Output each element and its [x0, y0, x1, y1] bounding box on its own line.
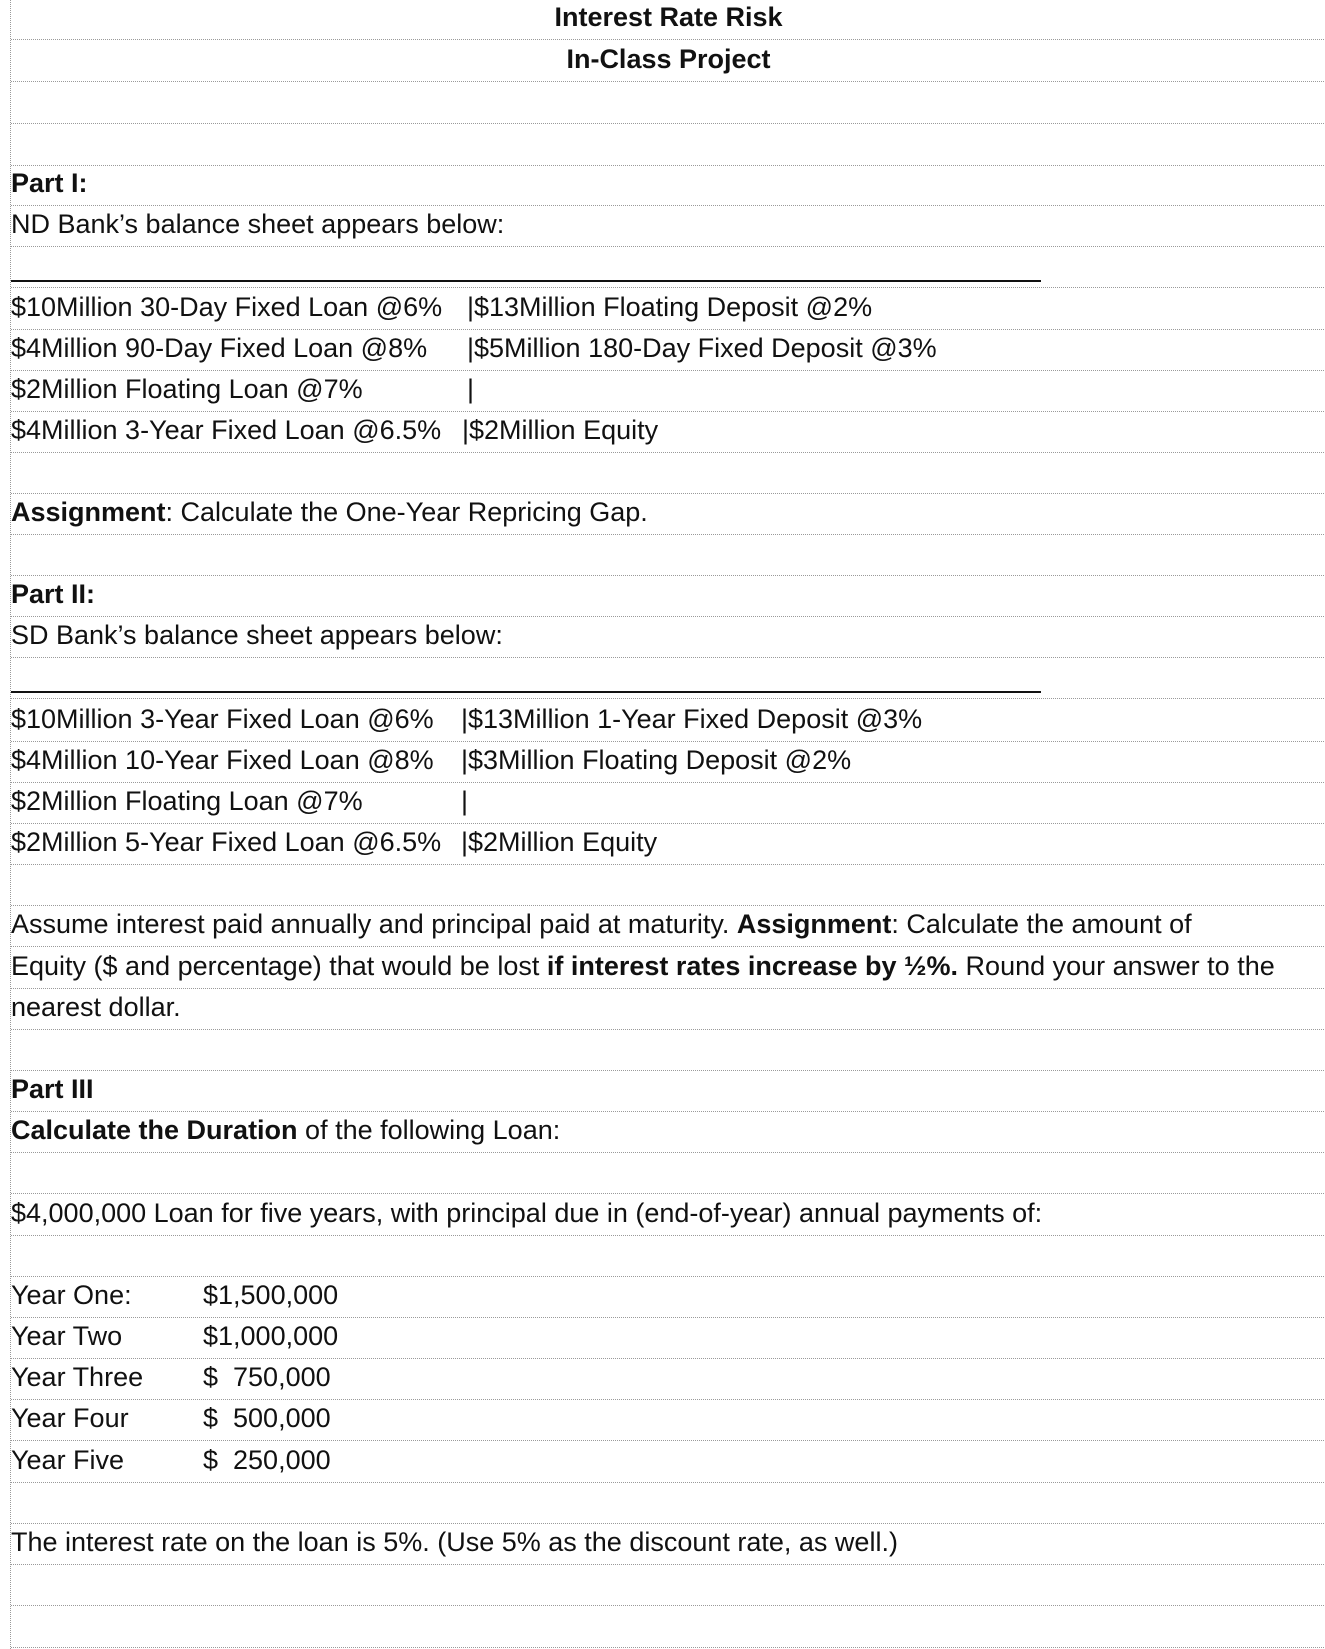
blank-line — [11, 1150, 1325, 1194]
blank-line — [11, 1027, 1325, 1071]
schedule-amount: $1,500,000 — [203, 1280, 339, 1310]
assignment-label: Assignment — [11, 497, 166, 527]
loan-description: $4,000,000 Loan for five years, with principal due in (end-of-year) annual payments of: — [11, 1192, 1325, 1236]
part2-row — [11, 739, 1325, 783]
part2-liability: |$3Million Floating Deposit @2% — [461, 745, 852, 775]
part2-row — [11, 780, 1325, 824]
part1-asset: $10Million 30-Day Fixed Loan @6% — [11, 292, 443, 322]
part1-heading: Part I: — [11, 162, 1325, 206]
part3-instruction — [11, 1109, 1325, 1153]
part1-asset: $4Million 3-Year Fixed Loan @6.5% — [11, 415, 442, 445]
part2-asset: $4Million 10-Year Fixed Loan @8% — [11, 745, 434, 775]
blank-line — [11, 80, 1325, 124]
part2-liability: |$2Million Equity — [461, 827, 658, 857]
blank-line — [11, 1480, 1325, 1524]
schedule-amount: $ 500,000 — [203, 1403, 331, 1433]
schedule-year: Year Four — [11, 1403, 129, 1433]
part1-row — [11, 327, 1325, 371]
schedule-row — [11, 1439, 1325, 1483]
para-text: Equity ($ and percentage) that would be lost — [11, 951, 547, 981]
part2-heading: Part II: — [11, 573, 1325, 617]
blank-line — [11, 450, 1325, 494]
schedule-row — [11, 1315, 1325, 1359]
document-title: Interest Rate Risk — [11, 0, 1325, 40]
para-bold-condition: if interest rates increase by ½%. — [546, 951, 959, 981]
schedule-year: Year Three — [11, 1362, 144, 1392]
part2-liability: | — [461, 786, 469, 816]
blank-line — [11, 1562, 1325, 1606]
schedule-year: Year One: — [11, 1280, 132, 1310]
schedule-year: Year Five — [11, 1445, 125, 1475]
part1-liability: |$2Million Equity — [462, 415, 659, 445]
part1-row — [11, 409, 1325, 453]
part1-assignment — [11, 491, 1325, 535]
calc-rest: of the following Loan: — [297, 1115, 561, 1145]
blank-line — [11, 1233, 1325, 1277]
part1-liability: |$5Million 180-Day Fixed Deposit @3% — [467, 333, 937, 363]
part2-liability: |$13Million 1-Year Fixed Deposit @3% — [461, 704, 923, 734]
para-text: Round your answer to the — [958, 951, 1275, 981]
part2-asset: $2Million 5-Year Fixed Loan @6.5% — [11, 827, 442, 857]
schedule-row — [11, 1397, 1325, 1441]
part1-intro: ND Bank’s balance sheet appears below: — [11, 203, 1325, 247]
schedule-row — [11, 1356, 1325, 1400]
schedule-amount: $ 250,000 — [203, 1445, 331, 1475]
schedule-amount: $1,000,000 — [203, 1321, 339, 1351]
para-text: Assume interest paid annually and principal paid at maturity. — [11, 909, 737, 939]
part1-row — [11, 286, 1325, 330]
balance-sheet-rule — [11, 280, 1041, 282]
schedule-year: Year Two — [11, 1321, 123, 1351]
document-page — [10, 0, 1325, 1649]
schedule-amount: $ 750,000 — [203, 1362, 331, 1392]
part2-asset: $10Million 3-Year Fixed Loan @6% — [11, 704, 434, 734]
part2-intro: SD Bank’s balance sheet appears below: — [11, 614, 1325, 658]
part2-paragraph-line3: nearest dollar. — [11, 986, 1325, 1030]
part2-paragraph-line2 — [11, 945, 1325, 989]
balance-sheet-rule — [11, 691, 1041, 693]
document-subtitle: In-Class Project — [11, 38, 1325, 82]
part2-row — [11, 698, 1325, 742]
assignment-label: Assignment — [736, 909, 892, 939]
calc-bold: Calculate the Duration — [11, 1115, 298, 1145]
blank-line — [11, 862, 1325, 906]
part1-liability: | — [467, 374, 475, 404]
part1-row — [11, 368, 1325, 412]
part1-asset: $4Million 90-Day Fixed Loan @8% — [11, 333, 428, 363]
part3-heading: Part III — [11, 1068, 1325, 1112]
schedule-row — [11, 1274, 1325, 1318]
part1-asset: $2Million Floating Loan @7% — [11, 374, 363, 404]
part1-liability: |$13Million Floating Deposit @2% — [467, 292, 873, 322]
part2-paragraph-line1 — [11, 903, 1325, 947]
part1-separator-line — [11, 244, 1325, 288]
blank-line — [11, 532, 1325, 576]
part2-separator-line — [11, 655, 1325, 699]
part2-asset: $2Million Floating Loan @7% — [11, 786, 363, 816]
blank-line — [11, 1604, 1325, 1648]
part2-row — [11, 821, 1325, 865]
assignment-text: : Calculate the One-Year Repricing Gap. — [165, 497, 648, 527]
rate-note: The interest rate on the loan is 5%. (Use 5% as the discount rate, as well.) — [11, 1521, 1325, 1565]
blank-line — [11, 122, 1325, 166]
para-text: : Calculate the amount of — [891, 909, 1192, 939]
